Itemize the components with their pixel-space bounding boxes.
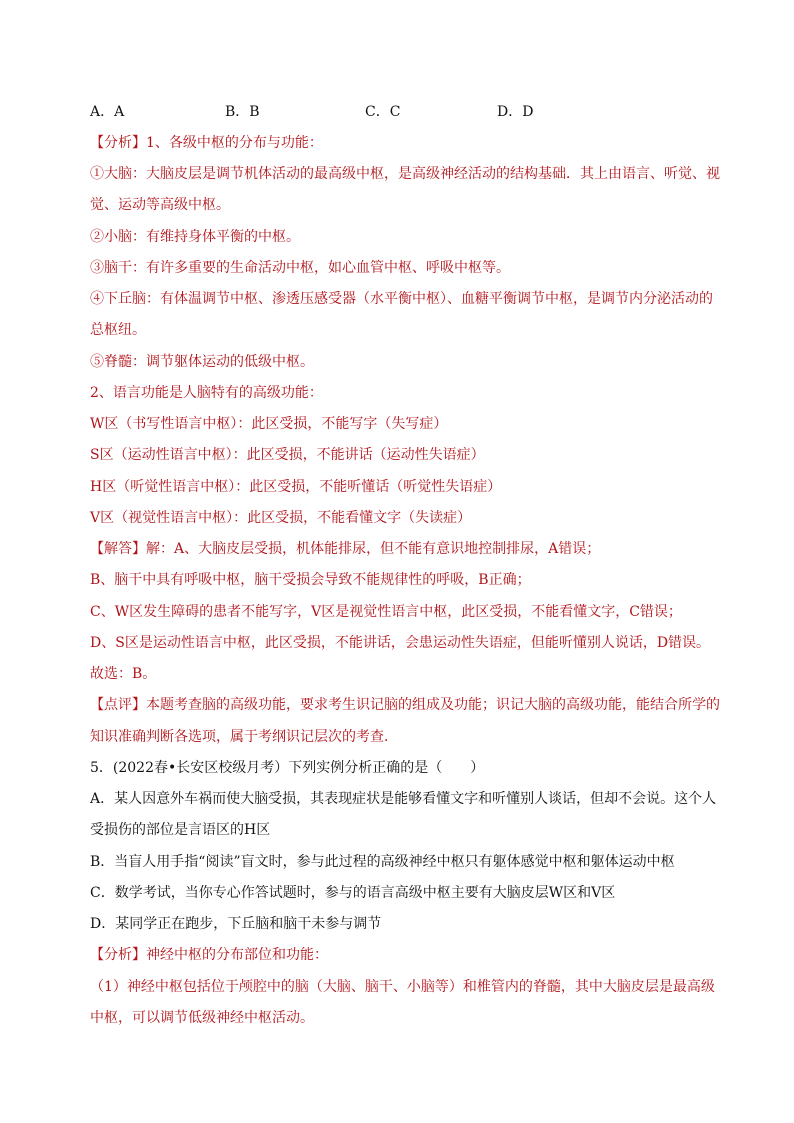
q4-option-a: A．A	[90, 104, 125, 120]
q5-analysis-line: （1）神经中枢包括位于颅腔中的脑（大脑、脑干、小脑等）和椎管内的脊髓，其中大脑皮层是最高级	[90, 979, 715, 995]
q5-option-a: A．某人因意外车祸而使大脑受损，其表现症状是能够看懂文字和听懂别人谈话，但却不会说。这个人	[90, 791, 717, 807]
analysis-line: 觉、运动等高级中枢。	[90, 197, 230, 213]
answer-line: 【解答】解：A、大脑皮层受损，机体能排尿，但不能有意识地控制排尿，A错误；	[90, 541, 601, 557]
analysis-line: 总枢纽。	[90, 322, 146, 338]
q5-analysis-heading: 【分析】神经中枢的分布部位和功能：	[90, 947, 328, 963]
q5-analysis-line: 中枢，可以调节低级神经中枢活动。	[90, 1010, 314, 1026]
q4-option-d: D．D	[497, 104, 534, 120]
q5-stem: 5．(2022春•长安区校级月考）下列实例分析正确的是（ ）	[90, 760, 485, 776]
analysis-line: ③脑干：有许多重要的生命活动中枢，如心血管中枢、呼吸中枢等。	[90, 260, 510, 276]
answer-line: B、脑干中具有呼吸中枢，脑干受损会导致不能规律性的呼吸，B正确；	[90, 572, 531, 588]
analysis-line: H区（听觉性语言中枢）：此区受损，不能听懂话（听觉性失语症）	[90, 479, 502, 495]
q5-option-d: D．某同学正在跑步，下丘脑和脑干未参与调节	[90, 916, 382, 932]
analysis-line: S区（运动性语言中枢）：此区受损，不能讲话（运动性失语症）	[90, 447, 485, 463]
q5-option-c: C．数学考试，当你专心作答试题时，参与的语言高级中枢主要有大脑皮层W区和V区	[90, 885, 616, 901]
analysis-line: ⑤脊髓：调节躯体运动的低级中枢。	[90, 354, 314, 370]
analysis-line: W区（书写性语言中枢）：此区受损，不能写字（失写症）	[90, 416, 448, 432]
analysis-line: ②小脑：有维持身体平衡的中枢。	[90, 229, 300, 245]
comment-line: 知识准确判断各选项，属于考纲识记层次的考查．	[90, 729, 398, 745]
analysis-heading: 【分析】1、各级中枢的分布与功能：	[90, 135, 323, 151]
q5-option-a-cont: 受损伤的部位是言语区的H区	[90, 822, 271, 838]
q4-option-b: B．B	[225, 104, 260, 120]
analysis-line: 2、语言功能是人脑特有的高级功能：	[90, 385, 323, 401]
q4-option-c: C．C	[365, 104, 401, 120]
analysis-line: ④下丘脑：有体温调节中枢、渗透压感受器（水平衡中枢）、血糖平衡调节中枢，是调节内分泌活动的	[90, 291, 713, 307]
q5-option-b: B．当盲人用手指“阅读”盲文时，参与此过程的高级神经中枢只有躯体感觉中枢和躯体运动中枢	[90, 854, 675, 870]
analysis-line: ①大脑：大脑皮层是调节机体活动的最高级中枢，是高级神经活动的结构基础．其上由语言、听觉、视	[90, 166, 720, 182]
answer-line: C、W区发生障碍的患者不能写字，V区是视觉性语言中枢，此区受损，不能看懂文字，C错误；	[90, 604, 682, 620]
comment-line: 【点评】本题考查脑的高级功能，要求考生识记脑的组成及功能；识记大脑的高级功能，能结合所学的	[90, 697, 720, 713]
analysis-line: V区（视觉性语言中枢）：此区受损，不能看懂文字（失读症）	[90, 510, 472, 526]
answer-choice: 故选：B。	[90, 666, 157, 682]
answer-line: D、S区是运动性语言中枢，此区受损，不能讲话，会患运动性失语症，但能听懂别人说话，D错误。	[90, 635, 711, 651]
